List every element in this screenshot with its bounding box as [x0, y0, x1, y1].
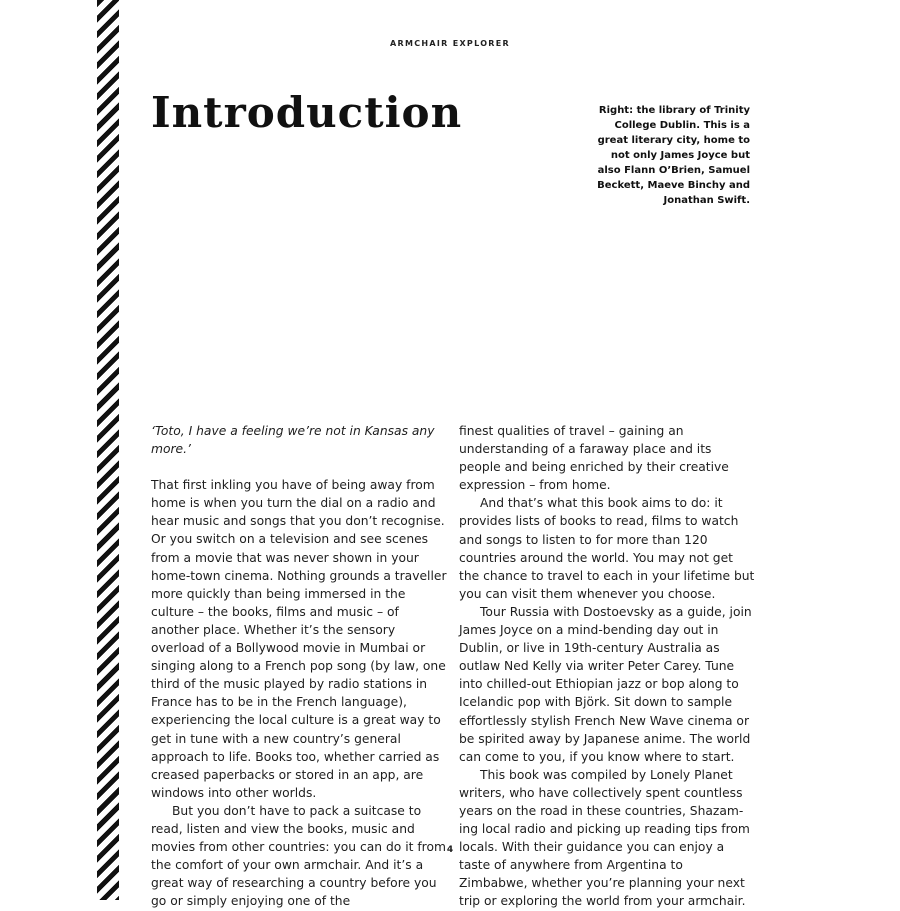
running-header: ARMCHAIR EXPLORER [390, 39, 510, 48]
body-paragraph: That first inkling you have of being away from home is when you turn the dial on a radio and hear music and songs that you don’t recognise. Or you switch on a television and see scenes from a movie that was never shown in your home-town cinema. Nothing grounds a traveller more quickly than being immersed in the culture – the books, films and music – of another place. Whether it’s the sensory overload of a Bollywood movie in Mumbai or singing along to a French pop song (by law, one third of the music played by radio stations in France has to be in the French language), experiencing the local culture is a great way to get in tune with a new country’s general approach to life. Books too, whether carried as creased paperbacks or stored in an app, are windows into other worlds. [151, 478, 447, 800]
body-paragraph: This book was compiled by Lonely Planet writers, who have collectively spent countless years on the road in these countries, Shazam-ing local radio and picking up reading tips from locals. With their guidance you can enjoy a taste of anywhere from Argentina to Zimbabwe, whether you’re planning your next trip or exploring the world from your armchair. [459, 767, 750, 909]
text-column-left [151, 422, 447, 910]
body-paragraph: But you don’t have to pack a suitcase to read, listen and view the books, music and movies from other countries: you can do it from the comfort of your own armchair. And it’s a great way of researching a country before you go or simply enjoying one of the [151, 803, 446, 909]
text-column-right [459, 422, 755, 911]
body-paragraph: finest qualities of travel – gaining an understanding of a faraway place and its people and being enriched by their creative expression – from home. [459, 424, 729, 493]
body-paragraph: And that’s what this book aims to do: it provides lists of books to read, films to watch and songs to listen to for more than 120 countries around the world. You may not get the chance to travel to each in your lifetime but you can visit them whenever you choose. [459, 496, 755, 601]
page-number: 4 [446, 845, 454, 855]
decorative-stripe-band [97, 0, 119, 900]
epigraph-quote: ‘Toto, I have a feeling we’re not in Kansas any more.’ [151, 424, 435, 457]
photo-caption: Right: the library of Trinity College Dublin. This is a great literary city, home to not only James Joyce but also Flann O’Brien, Samuel Beckett, Maeve Binchy and Jonathan Swift. [597, 105, 750, 206]
page-title: Introduction [151, 88, 463, 137]
body-paragraph: Tour Russia with Dostoevsky as a guide, join James Joyce on a mind-bending day out in Dublin, or live in 19th-century Australia as outlaw Ned Kelly via writer Peter Carey. Tune into chilled-out Ethiopian jazz or bop along to Icelandic pop with Björk. Sit down to sample effortlessly stylish French New Wave cinema or be spirited away by Japanese anime. The world can come to you, if you know where to start. [459, 604, 752, 764]
